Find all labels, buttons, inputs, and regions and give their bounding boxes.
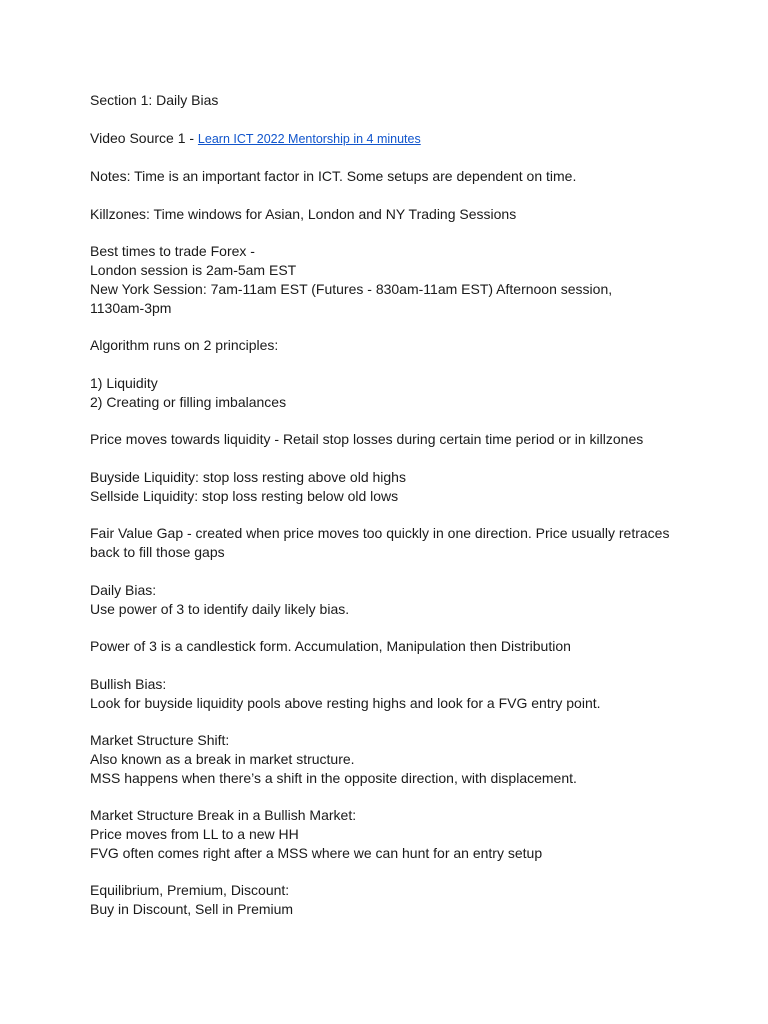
liquidity-block [90, 468, 670, 506]
daily-bias-text: Use power of 3 to identify daily likely bias. [90, 600, 350, 617]
equilibrium-heading: Equilibrium, Premium, Discount: [90, 882, 290, 899]
price-moves-block [90, 430, 670, 449]
notes-text: Notes: Time is an important factor in ICT. Some setups are dependent on time. [90, 168, 577, 185]
document-page [90, 91, 670, 938]
msb-bullish-line-1: Price moves from LL to a new HH [90, 826, 299, 843]
msb-bullish-block [90, 806, 670, 862]
section-title: Section 1: Daily Bias [90, 92, 219, 108]
msb-bullish-line-2: FVG often comes right after a MSS where we can hunt for an entry setup [90, 844, 543, 861]
mss-block [90, 731, 670, 787]
video-source-prefix: Video Source 1 - [90, 129, 198, 146]
killzones-block [90, 205, 670, 224]
new-york-session-text: New York Session: 7am-11am EST (Futures - 830am-11am EST) Afternoon session, 1130am-3pm [90, 280, 613, 316]
buyside-liquidity-text: Buyside Liquidity: stop loss resting above old highs [90, 468, 406, 485]
equilibrium-text: Buy in Discount, Sell in Premium [90, 901, 294, 918]
mss-line-1: Also known as a break in market structure. [90, 750, 355, 767]
killzones-text: Killzones: Time windows for Asian, London and NY Trading Sessions [90, 205, 517, 222]
sellside-liquidity-text: Sellside Liquidity: stop loss resting below old lows [90, 487, 399, 504]
bullish-bias-text: Look for buyside liquidity pools above resting highs and look for a FVG entry point. [90, 694, 601, 711]
msb-bullish-heading: Market Structure Break in a Bullish Market: [90, 807, 357, 824]
best-times-heading: Best times to trade Forex - [90, 243, 255, 260]
fvg-block [90, 524, 670, 562]
notes-block [90, 167, 670, 186]
mss-line-2: MSS happens when there’s a shift in the opposite direction, with displacement. [90, 769, 577, 786]
equilibrium-block [90, 881, 670, 919]
power-of-3-block [90, 637, 670, 656]
video-source-line [90, 129, 670, 149]
london-session-text: London session is 2am-5am EST [90, 262, 297, 279]
list-item: 1) Liquidity [90, 374, 158, 391]
fvg-text: Fair Value Gap - created when price moves too quickly in one direction. Price usually retraces back to fill those gaps [90, 525, 670, 561]
best-times-block [90, 242, 670, 317]
bullish-bias-block [90, 675, 670, 713]
daily-bias-block [90, 581, 670, 619]
bullish-bias-heading: Bullish Bias: [90, 675, 167, 692]
video-source-block [90, 129, 670, 149]
video-source-link[interactable]: Learn ICT 2022 Mentorship in 4 minutes [197, 131, 421, 146]
principles-list [90, 374, 670, 412]
algorithm-text: Algorithm runs on 2 principles: [90, 337, 279, 354]
list-item: 2) Creating or filling imbalances [90, 393, 287, 410]
price-moves-text: Price moves towards liquidity - Retail stop losses during certain time period or in killzones [90, 431, 644, 448]
power-of-3-text: Power of 3 is a candlestick form. Accumulation, Manipulation then Distribution [90, 638, 571, 655]
algorithm-block [90, 336, 670, 355]
section-title-block [90, 91, 670, 110]
mss-heading: Market Structure Shift: [90, 732, 230, 749]
daily-bias-heading: Daily Bias: [90, 581, 157, 598]
